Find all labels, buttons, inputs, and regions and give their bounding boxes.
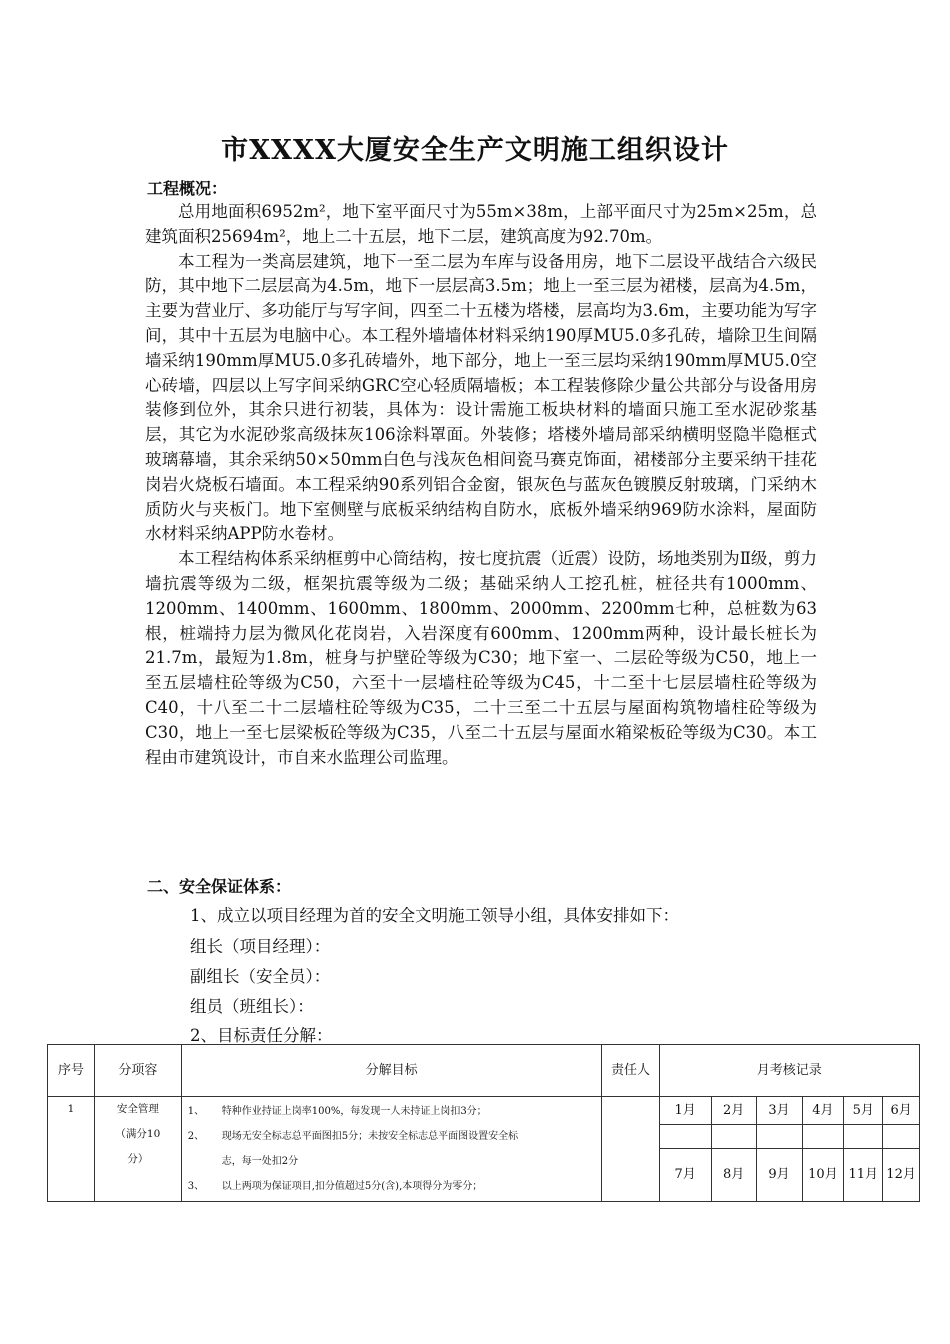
month-cell: 9月 — [756, 1149, 802, 1202]
month-cell: 1月 — [659, 1097, 711, 1125]
month-cell: 6月 — [883, 1097, 920, 1125]
header-no: 序号 — [48, 1045, 95, 1097]
score-cell — [659, 1125, 711, 1149]
overview-paragraph: 本工程结构体系采纳框剪中心筒结构，按七度抗震（近震）设防，场地类别为Ⅱ级，剪力墙抗震等级为二级，框架抗震等级为二级；基础采纳人工挖孔桩，桩径共有1000mm、1200mm、1400mm、1600mm、1800mm、2000mm、2200mm七种，总桩数为63根，桩端持力层为微风化花岗岩，入岩深度有600mm、1200mm两种，设计最长桩长为21.7m，最短为1.8m，桩身与护壁砼等级为C30；地下室一、二层砼等级为C50，地上一至五层墙柱砼等级为C50，六至十一层墙柱砼等级为C45，十二至十七层层墙柱砼等级为C40，十八至二十二层墙柱砼等级为C35，二十三至二十五层与屋面构筑物墙柱砼等级为C30，地上一至七层梁板砼等级为C35，八至二十五层与屋面水箱梁板砼等级为C30。本工程由市建筑设计，市自来水监理公司监理。 — [145, 549, 817, 767]
item-line: 安全管理 — [116, 1103, 159, 1115]
row-goals — [181, 1097, 602, 1202]
month-cell: 8月 — [711, 1149, 756, 1202]
document-title: 市XXXX大厦安全生产文明施工组织设计 — [221, 135, 729, 166]
month-cell: 3月 — [756, 1097, 802, 1125]
table-row — [48, 1097, 920, 1125]
month-cell: 11月 — [844, 1149, 883, 1202]
safety-line: 组员（班组长）： — [190, 997, 314, 1016]
month-cell: 4月 — [802, 1097, 844, 1125]
header-goal: 分解目标 — [181, 1045, 602, 1097]
header-record: 月考核记录 — [659, 1045, 919, 1097]
item-line: 分） — [127, 1153, 149, 1165]
goal-item: 志，每一处扣2分 — [221, 1156, 299, 1167]
safety-line: 1、成立以项目经理为首的安全文明施工领导小组，具体安排如下： — [190, 906, 679, 925]
month-cell: 5月 — [844, 1097, 883, 1125]
goal-item: 1、 特种作业持证上岗率100%，每发现一人未持证上岗扣3分； — [187, 1106, 487, 1117]
header-person: 责任人 — [602, 1045, 659, 1097]
item-line: （满分10 — [115, 1128, 161, 1140]
month-cell: 10月 — [802, 1149, 844, 1202]
safety-line: 组长（项目经理）： — [190, 937, 331, 956]
month-cell: 12月 — [883, 1149, 920, 1202]
row-no: 1 — [48, 1097, 95, 1202]
score-cell — [883, 1125, 920, 1149]
section-heading-overview: 工程概况： — [147, 179, 228, 198]
score-cell — [756, 1125, 802, 1149]
row-person — [602, 1097, 659, 1202]
score-cell — [802, 1125, 844, 1149]
score-cell — [844, 1125, 883, 1149]
goal-item: 2、 现场无安全标志总平面图扣5分；未按安全标志总平面图设置安全标 — [187, 1131, 519, 1142]
overview-body — [145, 200, 817, 770]
month-cell: 2月 — [711, 1097, 756, 1125]
row-item — [94, 1097, 181, 1202]
safety-line: 副组长（安全员）： — [190, 967, 331, 986]
overview-paragraph: 总用地面积6952m²，地下室平面尺寸为55m×38m，上部平面尺寸为25m×25m，总建筑面积25694m²，地上二十五层，地下二层，建筑高度为92.70m。 — [145, 202, 817, 246]
section-heading-safety: 二、安全保证体系： — [147, 877, 292, 896]
safety-line: 2、目标责任分解： — [190, 1026, 333, 1045]
score-cell — [711, 1125, 756, 1149]
table-header-row — [48, 1045, 920, 1097]
header-item: 分项容 — [94, 1045, 181, 1097]
responsibility-table — [47, 1044, 920, 1202]
goal-item: 3、 以上两项为保证项目,扣分值超过5分(含),本项得分为零分； — [187, 1181, 483, 1192]
overview-paragraph: 本工程为一类高层建筑，地下一至二层为车库与设备用房，地下二层设平战结合六级民防，其中地下二层层高为4.5m，地下一层层高3.5m；地上一至三层为裙楼，层高为4.5m，主要为营业厅、多功能厅与写字间，四至二十五楼为塔楼，层高均为3.6m，主要功能为写字间，其中十五层为电脑中心。本工程外墙墙体材料采纳190厚MU5.0多孔砖，墙除卫生间隔墙采纳190mm厚MU5.0多孔砖墙外，地下部分，地上一至三层均采纳190mm厚MU5.0空心砖墙，四层以上写字间采纳GRC空心轻质隔墙板；本工程装修除少量公共部分与设备用房装修到位外，其余只进行初装，具体为：设计需施工板块材料的墙面只施工至水泥砂浆基层，其它为水泥砂浆高级抹灰106涂料罩面。外装修；塔楼外墙局部采纳横明竖隐半隐框式玻璃幕墙，其余采纳50×50mm白色与浅灰色相间瓷马赛克饰面，裙楼部分主要采纳干挂花岗岩火烧板石墙面。本工程采纳90系列铝合金窗，银灰色与蓝灰色镀膜反射玻璃，门采纳木质防火与夹板门。地下室侧壁与底板采纳结构自防水，底板外墙采纳969防水涂料，屋面防水材料采纳APP防水卷材。 — [145, 251, 817, 544]
month-cell: 7月 — [659, 1149, 711, 1202]
